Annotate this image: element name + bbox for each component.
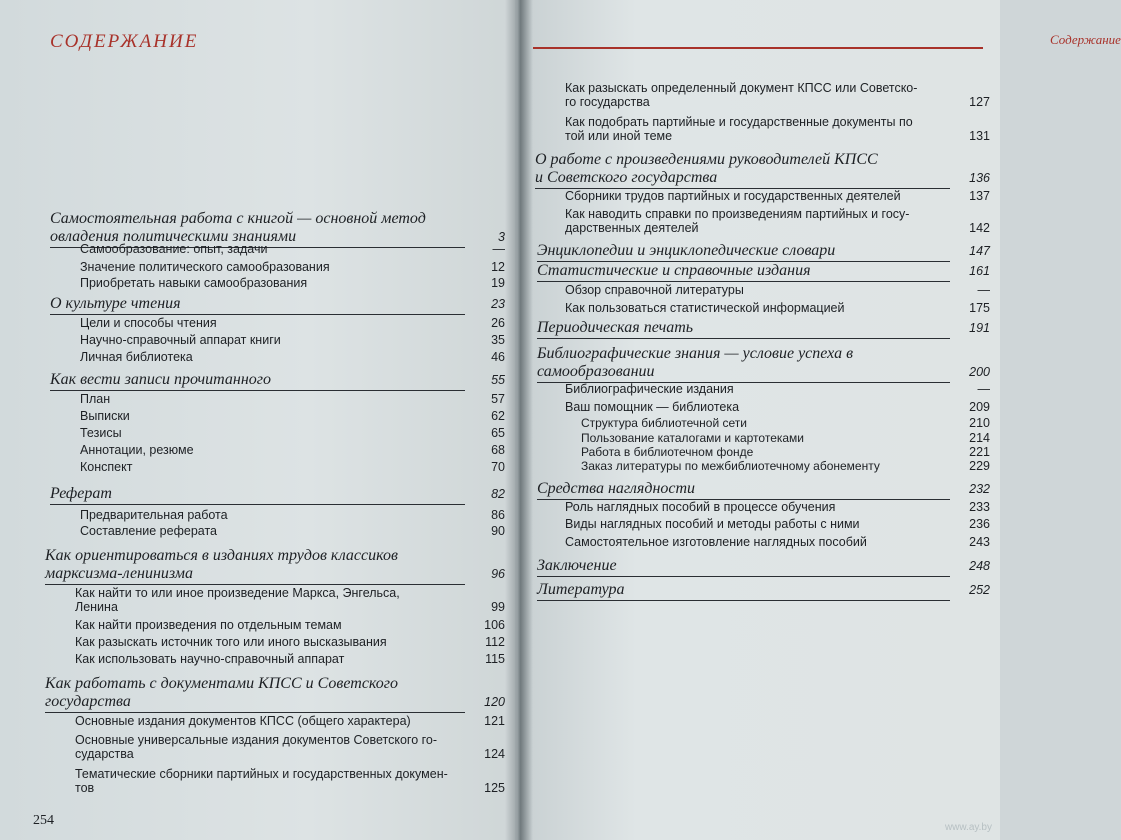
toc-section — [565, 517, 990, 531]
toc-page-number: 120 — [484, 695, 505, 709]
toc-section — [80, 508, 505, 522]
toc-chapter — [45, 675, 505, 711]
toc-section — [565, 382, 990, 396]
toc-page-number: 127 — [969, 95, 990, 109]
toc-entry-title: Средства наглядности — [537, 480, 696, 497]
toc-page-number: 209 — [969, 400, 990, 414]
toc-section — [80, 409, 505, 423]
toc-page-number: 137 — [969, 189, 990, 203]
toc-page-number: 12 — [491, 260, 505, 274]
toc-section — [80, 426, 505, 440]
toc-section — [581, 460, 990, 473]
toc-page-number: — — [977, 382, 990, 396]
toc-page-number: 125 — [484, 781, 505, 795]
toc-entry-title: Сборники трудов партийных и государственных деятелей — [565, 189, 901, 203]
toc-entry-title: Как использовать научно-справочный аппарат — [75, 652, 345, 666]
toc-page-number: 57 — [491, 392, 505, 406]
toc-entry-title: Конспект — [80, 460, 133, 474]
toc-entry-title: Структура библиотечной сети — [581, 416, 747, 430]
toc-section — [80, 316, 505, 330]
toc-page-number: 115 — [485, 652, 505, 666]
toc-section — [80, 460, 505, 474]
toc-entry-title: Самообразование: опыт, задачи — [80, 242, 268, 256]
toc-entry-title: Основные издания документов КПСС (общего характера) — [75, 714, 411, 728]
toc-page-number: 161 — [969, 264, 990, 278]
toc-section — [565, 535, 990, 549]
toc-section — [80, 333, 505, 347]
toc-section — [75, 618, 505, 632]
toc-entry-title: Статистические и справочные издания — [537, 262, 811, 279]
toc-entry-title: Составление реферата — [80, 524, 217, 538]
toc-page-number: 19 — [491, 276, 505, 290]
toc-section — [75, 652, 505, 666]
toc-entry-title: Пользование каталогами и картотеками — [581, 431, 805, 445]
toc-page-number: 121 — [484, 714, 505, 728]
toc-section — [565, 500, 990, 514]
toc-entry-title: Библиографические знания — условие успеха в самообразовании — [537, 345, 854, 380]
toc-chapter — [50, 295, 505, 313]
toc-page-number: — — [977, 283, 990, 297]
chapter-underline — [537, 281, 950, 282]
toc-page-number: 65 — [491, 426, 505, 440]
toc-section — [80, 260, 505, 274]
toc-page-number: 248 — [969, 559, 990, 573]
toc-entry-title: Роль наглядных пособий в процессе обучения — [565, 500, 836, 514]
toc-page-number: 26 — [491, 316, 505, 330]
toc-section — [80, 350, 505, 364]
toc-page-number: 3 — [498, 230, 505, 244]
left-page — [0, 0, 515, 840]
toc-section — [565, 115, 990, 143]
toc-page-number: 233 — [969, 500, 990, 514]
toc-entry-title: Приобретать навыки самообразования — [80, 276, 308, 290]
toc-entry-title: Как вести записи прочитанного — [50, 371, 272, 388]
toc-entry-title: Как разыскать определенный документ КПСС или Советско- го государства — [565, 81, 918, 109]
toc-entry-title: Ваш помощник — библиотека — [565, 400, 740, 414]
toc-page-number: 252 — [969, 583, 990, 597]
toc-chapter — [537, 557, 990, 575]
toc-chapter — [537, 242, 990, 260]
toc-section — [80, 443, 505, 457]
toc-entry-title: Научно-справочный аппарат книги — [80, 333, 281, 347]
toc-section — [75, 767, 505, 795]
toc-entry-title: Выписки — [80, 409, 130, 423]
toc-entry-title: Как найти то или иное произведение Маркса, Энгельса, Ленина — [75, 586, 400, 614]
toc-entry-title: Тематические сборники партийных и государственных докумен- тов — [75, 767, 448, 795]
toc-entry-title: Самостоятельное изготовление наглядных пособий — [565, 535, 867, 549]
toc-entry-title: Самостоятельная работа с книгой — основной метод овладения политическими знаниями — [50, 210, 426, 245]
toc-section — [581, 446, 990, 459]
toc-entry-title: Как ориентироваться в изданиях трудов классиков марксизма-ленинизма — [45, 547, 398, 582]
chapter-underline — [537, 338, 950, 339]
toc-entry-title: Обзор справочной литературы — [565, 283, 744, 297]
chapter-underline — [537, 600, 950, 601]
toc-entry-title: Аннотации, резюме — [80, 443, 194, 457]
toc-entry-title: Основные универсальные издания документов Советского го- сударства — [75, 733, 438, 761]
toc-page-number: 112 — [485, 635, 505, 649]
toc-section — [75, 635, 505, 649]
toc-section — [75, 733, 505, 761]
toc-section — [565, 301, 990, 315]
page-header: СОДЕРЖАНИЕ — [50, 31, 199, 52]
toc-page-number: 35 — [491, 333, 505, 347]
toc-entry-title: О работе с произведениями руководителей КПСС и Советского государства — [535, 151, 878, 186]
toc-section — [565, 400, 990, 414]
toc-page-number: 96 — [491, 567, 505, 581]
watermark: www.ay.by — [944, 822, 992, 833]
chapter-underline — [537, 576, 950, 577]
toc-entry-title: Предварительная работа — [80, 508, 228, 522]
toc-entry-title: Работа в библиотечном фонде — [581, 445, 754, 459]
toc-entry-title: Виды наглядных пособий и методы работы с ними — [565, 517, 860, 531]
toc-page-number: 90 — [491, 524, 505, 538]
toc-section — [80, 242, 505, 256]
toc-chapter — [537, 480, 990, 498]
toc-entry-title: Цели и способы чтения — [80, 316, 217, 330]
toc-section — [75, 714, 505, 728]
toc-page-number: 191 — [969, 321, 990, 335]
toc-page-number: 82 — [491, 487, 505, 501]
toc-page-number: 99 — [491, 600, 505, 614]
toc-page-number: 229 — [969, 459, 990, 473]
toc-entry-title: Как наводить справки по произведениям партийных и госу- дарственных деятелей — [565, 207, 910, 235]
toc-entry-title: Как найти произведения по отдельным темам — [75, 618, 342, 632]
toc-page-number: 232 — [969, 482, 990, 496]
toc-entry-title: О культуре чтения — [50, 295, 181, 312]
toc-section — [581, 432, 990, 445]
toc-page-number: 175 — [969, 301, 990, 315]
toc-section — [565, 189, 990, 203]
toc-page-number: 62 — [491, 409, 505, 423]
toc-entry-title: Литература — [537, 581, 625, 598]
toc-entry-title: Как подобрать партийные и государственные документы по той или иной теме — [565, 115, 913, 143]
toc-section — [80, 392, 505, 406]
toc-entry-title: Реферат — [50, 485, 112, 502]
toc-entry-title: Как работать с документами КПСС и Советского государства — [45, 675, 399, 710]
toc-chapter — [50, 485, 505, 503]
toc-page-number: 221 — [969, 445, 990, 459]
toc-page-number: 147 — [969, 244, 990, 258]
toc-chapter — [537, 262, 990, 280]
toc-section — [565, 207, 990, 235]
toc-entry-title: Личная библиотека — [80, 350, 193, 364]
toc-page-number: 46 — [491, 350, 505, 364]
toc-chapter — [537, 581, 990, 599]
toc-entry-title: Энциклопедии и энциклопедические словари — [537, 242, 836, 259]
toc-chapter — [537, 345, 990, 381]
chapter-underline — [50, 314, 465, 315]
toc-entry-title: Библиографические издания — [565, 382, 734, 396]
toc-chapter — [535, 151, 990, 187]
chapter-underline — [45, 712, 465, 713]
toc-page-number: 86 — [491, 508, 505, 522]
chapter-underline — [50, 390, 465, 391]
toc-entry-title: Тезисы — [80, 426, 122, 440]
toc-entry-title: Значение политического самообразования — [80, 260, 330, 274]
toc-page-number: 106 — [484, 618, 505, 632]
toc-entry-title: Как пользоваться статистической информацией — [565, 301, 845, 315]
toc-page-number: 236 — [969, 517, 990, 531]
header-rule — [533, 47, 983, 49]
toc-entry-title: План — [80, 392, 111, 406]
toc-section — [565, 81, 990, 109]
toc-page-number: 70 — [491, 460, 505, 474]
toc-entry-title: Периодическая печать — [537, 319, 694, 336]
toc-page-number: 136 — [969, 171, 990, 185]
toc-chapter — [45, 547, 505, 583]
toc-page-number: 243 — [969, 535, 990, 549]
toc-page-number: 214 — [969, 431, 990, 445]
toc-chapter — [50, 371, 505, 389]
toc-section — [75, 586, 505, 614]
running-header: Содержание — [1050, 32, 1121, 47]
toc-page-number: 68 — [491, 443, 505, 457]
toc-page-number: 23 — [491, 297, 505, 311]
toc-page-number: 210 — [969, 416, 990, 430]
toc-page-number: 200 — [969, 365, 990, 379]
book-gutter — [505, 0, 533, 840]
page-number: 254 — [33, 813, 54, 828]
toc-entry-title: Заключение — [537, 557, 617, 574]
toc-page-number: 124 — [484, 747, 505, 761]
toc-section — [80, 524, 505, 538]
toc-page-number: 142 — [969, 221, 990, 235]
toc-entry-title: Как разыскать источник того или иного высказывания — [75, 635, 387, 649]
toc-section — [581, 417, 990, 430]
toc-chapter — [50, 210, 505, 246]
toc-page-number: — — [492, 242, 505, 256]
right-page — [515, 0, 1121, 840]
toc-page-number: 131 — [969, 129, 990, 143]
toc-entry-title: Заказ литературы по межбиблиотечному абонементу — [581, 459, 880, 473]
chapter-underline — [50, 504, 465, 505]
toc-section — [565, 283, 990, 297]
chapter-underline — [45, 584, 465, 585]
toc-page-number: 55 — [491, 373, 505, 387]
toc-section — [80, 276, 505, 290]
toc-chapter — [537, 319, 990, 337]
